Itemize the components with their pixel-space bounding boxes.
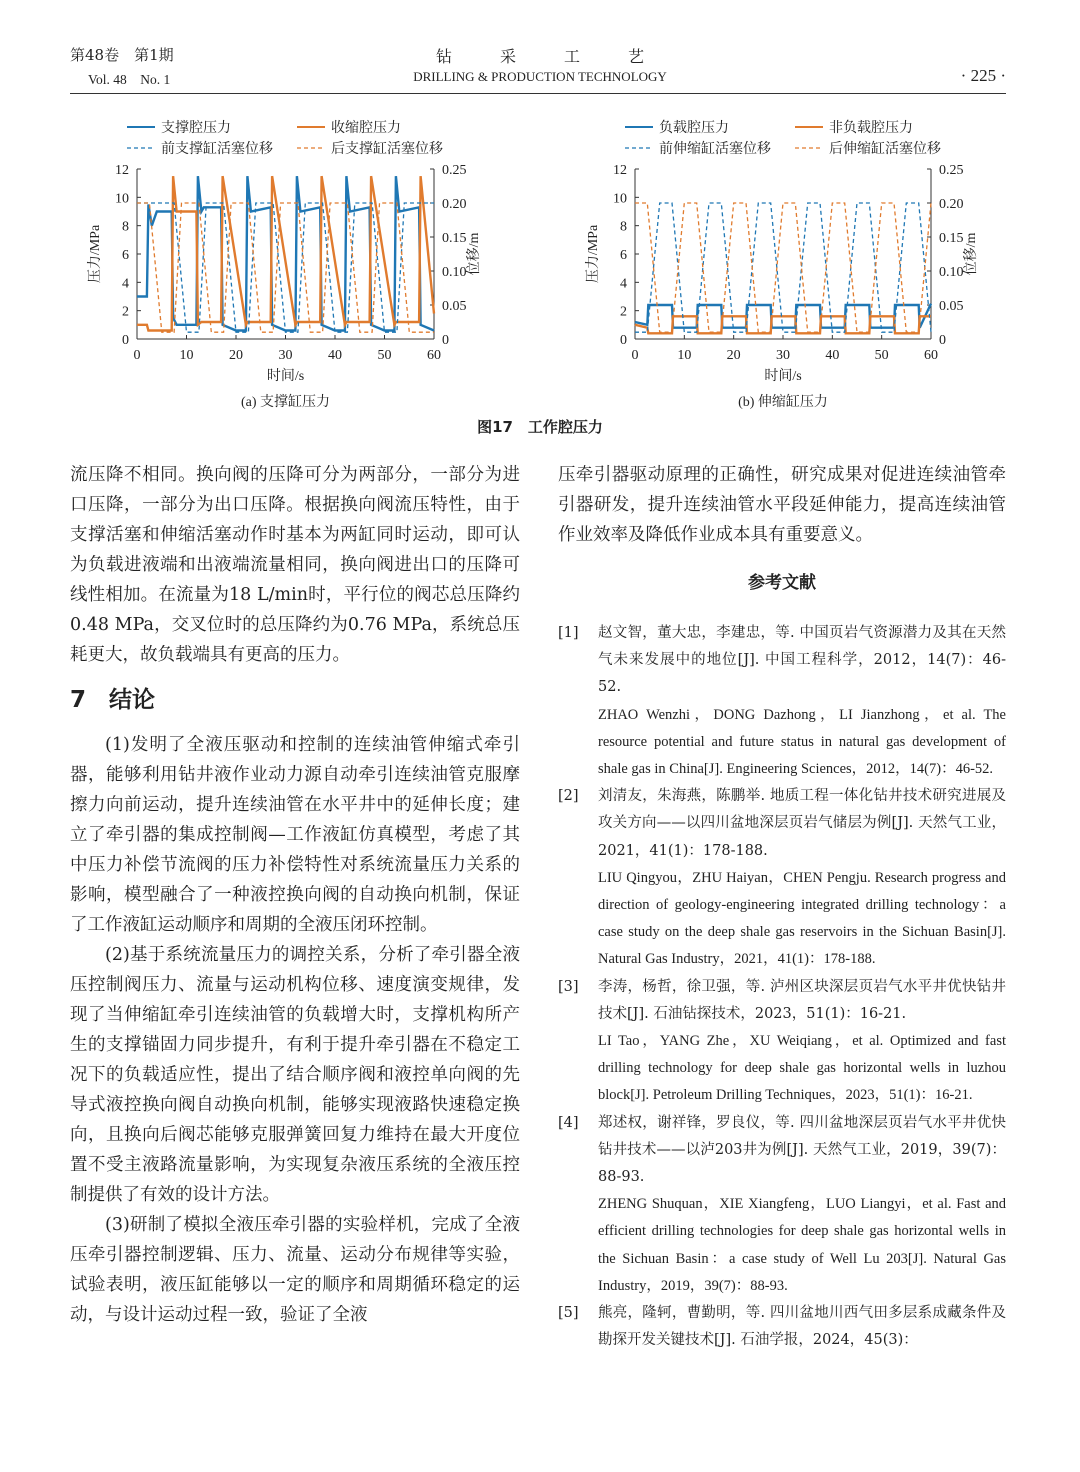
panel-subcaption: (b) 伸缩缸压力 <box>738 395 828 410</box>
y-tick-label: 2 <box>122 304 129 320</box>
reference-en: ZHAO Wenzhi，DONG Dazhong，LI Jianzhong，et al. The resource potential and future status in natural gas development of shale gas in China[J]. Engineering Sciences，2012，14(7)：46-52. <box>598 706 1006 778</box>
legend-entry: 非负载腔压力 <box>829 121 913 136</box>
x-tick-label: 0 <box>631 348 639 363</box>
legend-entry: 负载腔压力 <box>659 121 729 136</box>
conclusion-3: (3)研制了模拟全液压牵引器的实验样机，完成了全液压牵引器控制逻辑、压力、流量、运动分布规律等实验，试验表明，液压缸能够以一定的顺序和周期循环稳定的运动，与设计运动过程一致，验证了全液 <box>70 1215 520 1325</box>
y2-tick-label: 0.05 <box>939 299 964 314</box>
series-line <box>635 203 931 332</box>
reference-cn: 郑述权，谢祥锋，罗良仪，等. 四川盆地深层页岩气水平井优快钻井技术——以泸203井为例[J]. 天然气工业，2019，39(7)：88-93. <box>598 1114 1006 1186</box>
conclusion-2: (2)基于系统流量压力的调控关系，分析了牵引器全液压控制阀压力、流量与运动机构位移、速度演变规律，发现了当伸缩缸牵引连续油管的负载增大时，支撑机构所产生的支撑锚固力同步提升，有利于提升牵引器在不稳定工况下的负载适应性，提出了结合顺序阀和液控单向阀的先导式液控换向阀自动换向机制，能够实现液路快速稳定换向，且换向后阀芯能够克服弹簧回复力维持在最大开度位置不受主液路流量影响，为实现复杂液压系统的全液压控制提供了有效的设计方法。 <box>70 945 520 1205</box>
y2-tick-label: 0.25 <box>442 163 467 178</box>
figure-caption: 图17 工作腔压力 <box>477 418 603 436</box>
reference-en: LIU Qingyou，ZHU Haiyan，CHEN Pengju. Research progress and direction of geology-engineering integrated drilling technology：a case study on the deep shale gas reservoirs in the Sichuan Basin[J]. Natural Gas Industry，2021，41(1)：178-188. <box>598 869 1006 968</box>
x-axis-label: 时间/s <box>266 369 305 384</box>
reference-en: LI Tao，YANG Zhe，XU Weiqiang，et al. Optimized and fast drilling technology for deep shale gas horizontal wells in luzhou block[J]. Petroleum Drilling Techniques，2023，51(1)：16-21. <box>598 1033 1006 1104</box>
y2-tick-label: 0.10 <box>442 265 467 280</box>
conclusion-1: (1)发明了全液压驱动和控制的连续油管伸缩式牵引器，能够利用钻井液作业动力源自动牵引连续油管克服摩擦力向前运动，提升连续油管在水平井中的延伸长度；建立了牵引器的集成控制阀—工作液缸仿真模型，考虑了其中压力补偿节流阀的压力补偿特性对系统流量压力关系的影响，模型融合了一种液控换向阀的自动换向机制，保证了工作液缸运动顺序和周期的全液压闭环控制。 <box>70 735 520 935</box>
y2-tick-label: 0.15 <box>939 231 964 246</box>
header-rule <box>70 93 1006 94</box>
x-tick-label: 40 <box>825 348 840 363</box>
y-tick-label: 0 <box>122 333 129 348</box>
y2-axis-label: 位移/m <box>964 232 979 276</box>
y2-tick-label: 0.15 <box>442 231 467 246</box>
reference-cn: 刘清友，朱海燕，陈鹏举. 地质工程一体化钻井技术研究进展及攻关方向——以四川盆地深层页岩气储层为例[J]. 天然气工业，2021，41(1)：178-188. <box>598 788 1006 859</box>
series-line <box>635 203 931 332</box>
y2-tick-label: 0.10 <box>939 265 964 280</box>
reference-cn: 李涛，杨哲，徐卫强，等. 泸州区块深层页岩气水平井优快钻井技术[J]. 石油钻探技术，2023，51(1)：16-21. <box>598 978 1006 1022</box>
x-tick-label: 30 <box>278 348 293 363</box>
x-tick-label: 30 <box>776 348 790 363</box>
x-axis-label: 时间/s <box>764 369 802 384</box>
x-tick-label: 20 <box>726 348 741 363</box>
x-tick-label: 60 <box>924 348 938 363</box>
y2-tick-label: 0.05 <box>442 299 467 314</box>
journal-title-en: DRILLING & PRODUCTION TECHNOLOGY <box>413 69 667 84</box>
panel-subcaption: (a) 支撑缸压力 <box>240 395 331 410</box>
y-tick-label: 8 <box>620 219 627 235</box>
figure-17 <box>70 105 1010 445</box>
references-list <box>558 620 1006 1354</box>
y2-tick-label: 0 <box>939 333 946 348</box>
page-number: · 225 · <box>960 66 1006 85</box>
journal-title-cn: 钻 采 工 艺 <box>435 47 644 66</box>
reference-item: [2] 刘清友，朱海燕，陈鹏举. 地质工程一体化钻井技术研究进展及攻关方向——以四川盆地深层页岩气储层为例[J]. 天然气工业，2021，41(1)：178-188. LIU Qingyou，ZHU Haiyan，CHEN Pengju. Research progress and direction of geology-engineering integrated drilling technology：a case study on the deep shale gas reservoirs in the Sichuan Basin[J]. Natural Gas Industry，2021，41(1)：178-188. <box>558 783 1006 973</box>
right-column <box>558 460 1006 612</box>
reference-cn: 赵文智，董大忠，李建忠，等. 中国页岩气资源潜力及其在天然气未来发展中的地位[J]. 中国工程科学，2012，14(7)：46-52. <box>598 625 1006 696</box>
paragraph-continued: 流压降不相同。换向阀的压降可分为两部分，一部分为进口压降，一部分为出口压降。根据换向阀流压特性，由于支撑活塞和伸缩活塞动作时基本为两缸同时运动，即可认为负载进液端和出液端流量相同，换向阀进出口的压降可线性相加。在流量为18 L/min时，平行位的阀芯总压降约0.48 MPa，交叉位时的总压降约为0.76 MPa，系统总压耗更大，故负载端具有更高的压力。 <box>70 465 520 665</box>
y-tick-label: 6 <box>620 248 627 263</box>
legend-entry: 支撑腔压力 <box>161 121 231 136</box>
x-tick-label: 10 <box>677 348 692 363</box>
figure-svg <box>70 105 1010 445</box>
y-tick-label: 4 <box>122 276 129 292</box>
legend-entry: 前伸缩缸活塞位移 <box>659 142 771 157</box>
reference-item: [5] 熊亮，隆轲，曹勤明，等. 四川盆地川西气田多层系成藏条件及勘探开发关键技术[J]. 石油学报，2024，45(3)： <box>558 1300 1006 1354</box>
volume-en: Vol. 48 No. 1 <box>88 72 171 87</box>
reference-item: [3] 李涛，杨哲，徐卫强，等. 泸州区块深层页岩气水平井优快钻井技术[J]. 石油钻探技术，2023，51(1)：16-21. LI Tao，YANG Zhe，XU Weiqiang，et al. Optimized and fast drilling technology for deep shale gas horizontal wells in luzhou block[J]. Petroleum Drilling Techniques，2023，51(1)：16-21. <box>558 974 1006 1110</box>
series-line <box>137 176 434 330</box>
y-tick-label: 12 <box>115 163 129 178</box>
legend-entry: 前支撑缸活塞位移 <box>161 142 273 157</box>
legend-entry: 后伸缩缸活塞位移 <box>829 142 941 157</box>
x-tick-label: 20 <box>229 348 243 363</box>
left-column <box>70 460 520 1330</box>
y-tick-label: 10 <box>115 191 129 207</box>
series-line <box>137 176 434 330</box>
x-tick-label: 50 <box>377 348 392 363</box>
reference-en: ZHENG Shuquan，XIE Xiangfeng，LUO Liangyi，et al. Fast and efficient drilling technologies for deep shale gas horizontal wells in the Sichuan Basin：a case study of Well Lu 203[J]. Natural Gas Industry，2019，39(7)：88-93. <box>598 1196 1006 1294</box>
y-tick-label: 8 <box>122 219 129 235</box>
y2-axis-label: 位移/m <box>467 232 482 276</box>
legend-entry: 收缩腔压力 <box>331 121 401 136</box>
x-tick-label: 0 <box>133 348 141 363</box>
y-tick-label: 10 <box>613 191 627 207</box>
x-tick-label: 10 <box>179 348 194 363</box>
y-tick-label: 6 <box>122 248 129 263</box>
series-line <box>635 316 931 333</box>
reference-item: [1] 赵文智，董大忠，李建忠，等. 中国页岩气资源潜力及其在天然气未来发展中的地位[J]. 中国工程科学，2012，14(7)：46-52. ZHAO Wenzhi，DONG Dazhong，LI Jianzhong，et al. The resource potential and future status in natural gas development of shale gas in China[J]. Engineering Sciences，2012，14(7)：46-52. <box>558 620 1006 783</box>
y-axis-label: 压力/MPa <box>88 224 103 284</box>
section-title: 7 结论 <box>70 687 156 713</box>
reference-item: [4] 郑述权，谢祥锋，罗良仪，等. 四川盆地深层页岩气水平井优快钻井技术——以泸203井为例[J]. 天然气工业，2019，39(7)：88-93. ZHENG Shuquan，XIE Xiangfeng，LUO Liangyi，et al. Fast and efficient drilling technologies for deep shale gas horizontal wells in the Sichuan Basin：a case study of Well Lu 203[J]. Natural Gas Industry，2019，39(7)：88-93. <box>558 1110 1006 1300</box>
x-tick-label: 40 <box>328 348 342 363</box>
y-tick-label: 12 <box>613 163 627 178</box>
y-tick-label: 4 <box>620 276 627 292</box>
legend-entry: 后支撑缸活塞位移 <box>331 142 443 157</box>
x-tick-label: 60 <box>427 348 441 363</box>
paragraph-continued-right: 压牵引器驱动原理的正确性，研究成果对促进连续油管牵引器研发，提升连续油管水平段延伸能力，提高连续油管作业效率及降低作业成本具有重要意义。 <box>558 465 1006 545</box>
references-title: 参考文献 <box>748 573 816 593</box>
y-tick-label: 2 <box>620 304 627 320</box>
y2-tick-label: 0 <box>442 333 449 348</box>
y-tick-label: 0 <box>620 333 627 348</box>
y2-tick-label: 0.25 <box>939 163 964 178</box>
y2-tick-label: 0.20 <box>939 197 964 212</box>
volume-cn: 第48卷 第1期 <box>70 46 174 64</box>
y-axis-label: 压力/MPa <box>586 224 601 284</box>
x-tick-label: 50 <box>874 348 889 363</box>
y2-tick-label: 0.20 <box>442 197 467 212</box>
reference-cn: 熊亮，隆轲，曹勤明，等. 四川盆地川西气田多层系成藏条件及勘探开发关键技术[J]. 石油学报，2024，45(3)： <box>598 1305 1006 1349</box>
